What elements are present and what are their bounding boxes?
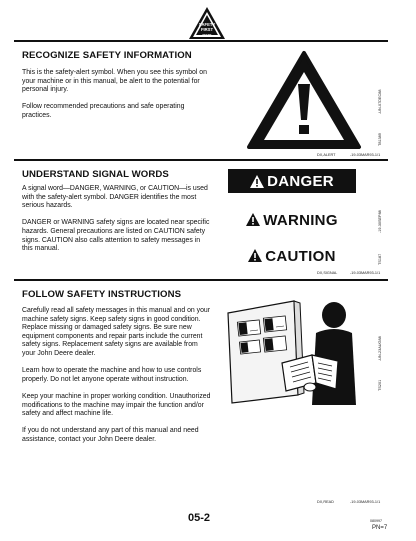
paragraph: Learn how to operate the machine and how to use controls properly. Do not let anyone operate without instruction. (22, 367, 202, 383)
side-code-2: -UN-07DEC88 (378, 89, 382, 114)
footer-date: -19-03MAR93-1/1 (350, 153, 381, 157)
section-title: FOLLOW SAFETY INSTRUCTIONS (22, 289, 182, 300)
paragraph: A signal word—DANGER, WARNING, or CAUTION—is used with the safety-alert symbol. DANGER identifies the most serious hazards. (22, 185, 208, 210)
reading-manual-illustration (224, 295, 374, 407)
side-code-1: TS201 (378, 379, 382, 391)
person-figure (312, 302, 356, 405)
safety-first-logo (188, 6, 226, 40)
logo-line-2: FIRST (200, 27, 214, 32)
signal-word-caution: CAUTION (265, 248, 336, 265)
side-code-1: T81389 (378, 133, 382, 146)
section-body (22, 69, 212, 129)
page-small-code: 080997 (370, 519, 382, 523)
paragraph: If you do not understand any part of this manual and need assistance, contact your John Deere dealer. (22, 427, 199, 443)
side-code-2: -19-30SEP88 (378, 210, 382, 233)
logo-line-1: SAFETY (198, 22, 216, 27)
paragraph: This is the safety-alert symbol. When you see this symbol on your machine or in this manual, be alert to the potential for personal injury. (22, 69, 207, 94)
caution-signal-sign (228, 248, 356, 265)
footer-date: -19-03MAR93-1/1 (350, 271, 381, 275)
section-recognize-safety (14, 40, 388, 158)
side-code-1: TS187 (378, 253, 382, 265)
footer-code: DX,SIGNAL (317, 271, 338, 275)
safety-alert-symbol-icon (246, 50, 362, 150)
page-number: 05-2 (188, 512, 211, 524)
danger-signal-sign (228, 169, 356, 193)
paragraph: Carefully read all safety messages in this manual and on your machine safety signs. Keep safety signs in good condition. Replace missing or damaged safety signs. Be sure new equipment components and repair parts include the current safety signs. Replacement safety signs are available from your John Deere dealer. (22, 307, 211, 357)
alert-triangle-icon (246, 213, 260, 226)
page-pn: PN=7 (372, 525, 388, 531)
footer-code: DX,READ (317, 500, 334, 504)
alert-triangle-icon (250, 175, 264, 188)
paragraph: Keep your machine in proper working condition. Unauthorized modifications to the machine may impair the function and/or safety and affect machine life. (22, 392, 211, 418)
paragraph: Follow recommended precautions and safe operating practices. (22, 103, 185, 119)
warning-signal-sign (228, 212, 356, 229)
logo-line-3: DEERE (202, 34, 212, 37)
side-code-2: -UN-23AUG88 (378, 336, 382, 361)
section-follow-instructions (14, 279, 388, 507)
section-body (22, 185, 212, 262)
section-body (22, 307, 212, 453)
signal-word-warning: WARNING (263, 212, 338, 229)
section-title: RECOGNIZE SAFETY INFORMATION (22, 50, 192, 61)
footer-code: DX,ALERT (317, 153, 336, 157)
paragraph: DANGER or WARNING safety signs are located near specific hazards. General precautions are listed on CAUTION safety signs. CAUTION also calls attention to safety messages in this manual. (22, 219, 210, 253)
signal-word-danger: DANGER (267, 172, 334, 190)
section-title: UNDERSTAND SIGNAL WORDS (22, 169, 169, 180)
footer-date: -19-03MAR93-1/1 (350, 500, 381, 504)
alert-triangle-icon (248, 249, 262, 262)
